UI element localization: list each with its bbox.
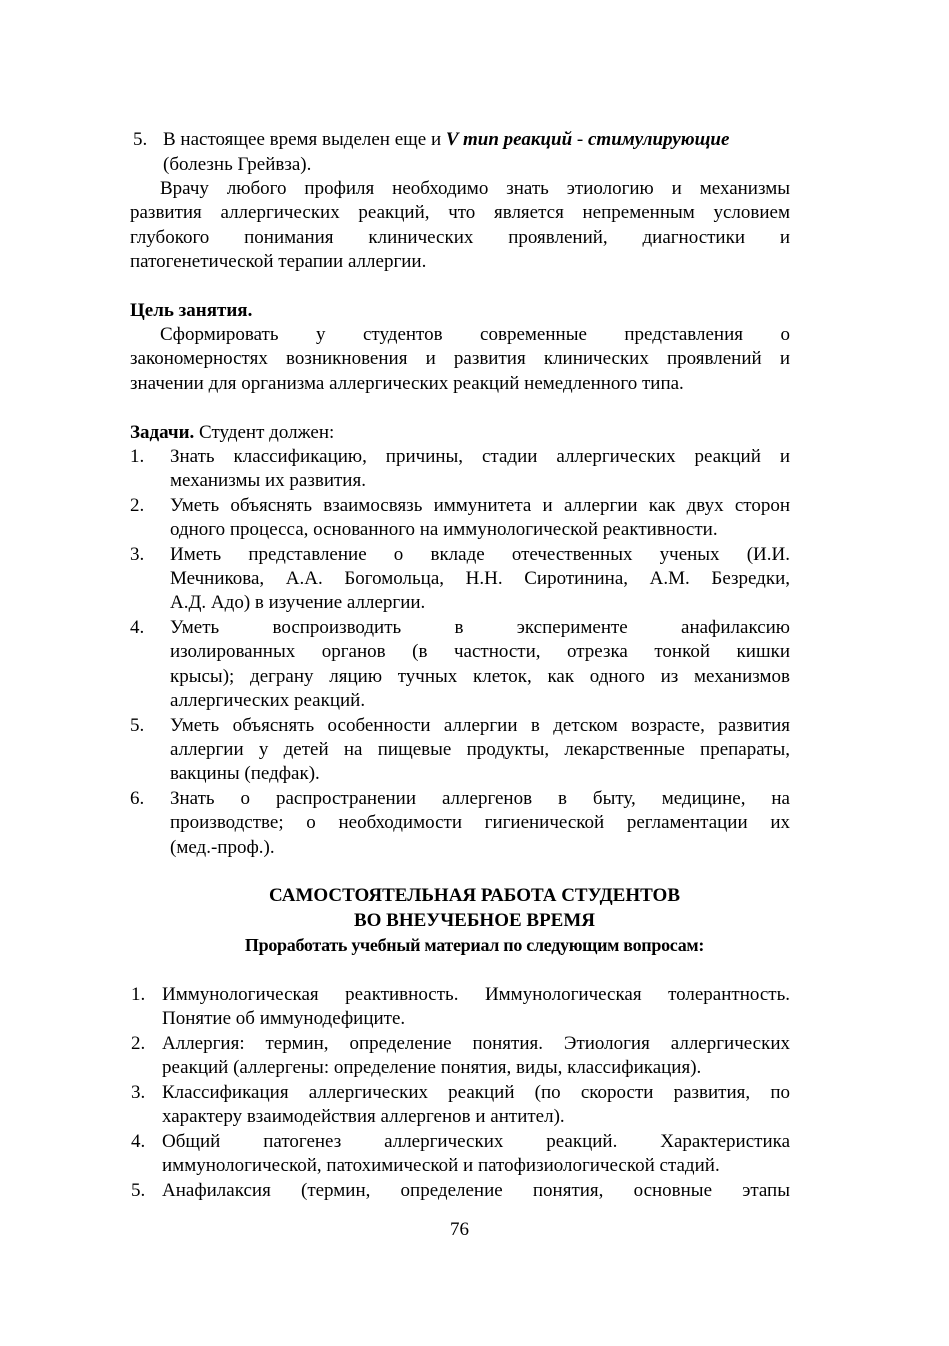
- question-line: Классификация аллергических реакций (по скорости развития, по: [162, 1082, 790, 1103]
- intro-dash: -: [572, 129, 588, 150]
- task-line: аллергических реакций.: [170, 690, 366, 711]
- section-title-line1: САМОСТОЯТЕЛЬНАЯ РАБОТА СТУДЕНТОВ: [268, 885, 681, 906]
- task-line: вакцины (педфак).: [170, 763, 320, 784]
- stimulating-emphasis: стимулирующие: [587, 129, 730, 150]
- intro-item-line: (болезнь Грейвза).: [163, 154, 312, 175]
- question-line: иммунологической, патохимической и патофизиологической стадий.: [162, 1155, 720, 1176]
- reaction-type-emphasis: V тип реакций: [445, 129, 573, 150]
- intro-para-line: развития аллергических реакций, что является непременным условием: [130, 202, 790, 223]
- task-line: аллергии у детей на пищевые продукты, лекарственные препараты,: [170, 739, 790, 760]
- intro-para-line: Врачу любого профиля необходимо знать этиологию и механизмы: [160, 178, 790, 199]
- question-line: реакций (аллергены: определение понятия, виды, классификация).: [162, 1057, 702, 1078]
- question-line: Общий патогенез аллергических реакций. Характеристика: [162, 1131, 790, 1152]
- question-line: Понятие об иммунодефиците.: [162, 1008, 406, 1029]
- task-line: (мед.-проф.).: [170, 837, 275, 858]
- task-line: изолированных органов (в частности, отрезка тонкой кишки: [170, 641, 790, 662]
- tasks-heading-rest: Студент должен:: [194, 422, 335, 443]
- question-number: 4.: [131, 1131, 146, 1152]
- question-number: 3.: [131, 1082, 146, 1103]
- intro-item-line: [163, 128, 729, 152]
- tasks-heading-line: [130, 421, 334, 445]
- task-line: Уметь воспроизводить в эксперименте анафилаксию: [170, 617, 790, 638]
- question-line: Иммунологическая реактивность. Иммунологическая толерантность.: [162, 984, 790, 1005]
- task-line: крысы); деграну ляцию тучных клеток, как одного из механизмов: [170, 666, 790, 687]
- task-line: Иметь представление о вкладе отечественных ученых (И.И.: [170, 544, 790, 565]
- tasks-heading: Задачи.: [130, 422, 195, 443]
- task-number: 1.: [130, 446, 145, 467]
- task-number: 5.: [130, 715, 145, 736]
- goal-line: значении для организма аллергических реакций немедленного типа.: [130, 373, 684, 394]
- intro-item-number: 5.: [133, 129, 148, 150]
- section-title-line2: ВО ВНЕУЧЕБНОЕ ВРЕМЯ: [353, 910, 596, 931]
- question-number: 5.: [131, 1180, 146, 1201]
- task-line: Знать о распространении аллергенов в быту, медицине, на: [170, 788, 790, 809]
- question-number: 1.: [131, 984, 146, 1005]
- page-number: 76: [450, 1219, 469, 1240]
- intro-item-text: В настоящее время выделен еще и: [163, 129, 446, 150]
- task-line: механизмы их развития.: [170, 470, 366, 491]
- task-line: Мечникова, А.А. Богомольца, Н.Н. Сиротинина, А.М. Безредки,: [170, 568, 790, 589]
- task-line: одного процесса, основанного на иммунологической реактивности.: [170, 519, 718, 540]
- goal-heading: Цель занятия.: [130, 300, 253, 321]
- question-line: Аллергия: термин, определение понятия. Этиология аллергических: [162, 1033, 790, 1054]
- question-line: характеру взаимодействия аллергенов и антител).: [162, 1106, 565, 1127]
- question-number: 2.: [131, 1033, 146, 1054]
- intro-para-line: патогенетической терапии аллергии.: [130, 251, 427, 272]
- question-line: Анафилаксия (термин, определение понятия, основные этапы: [162, 1180, 790, 1201]
- task-number: 6.: [130, 788, 145, 809]
- task-line: Знать классификацию, причины, стадии аллергических реакций и: [170, 446, 790, 467]
- intro-para-line: глубокого понимания клинических проявлений, диагностики и: [130, 227, 790, 248]
- task-line: Уметь объяснять взаимосвязь иммунитета и аллергии как двух сторон: [170, 495, 790, 516]
- task-number: 3.: [130, 544, 145, 565]
- task-number: 4.: [130, 617, 145, 638]
- task-line: производстве; о необходимости гигиенической регламентации их: [170, 812, 790, 833]
- goal-line: закономерностях возникновения и развития клинических проявлений и: [130, 348, 790, 369]
- goal-line: Сформировать у студентов современные представления о: [160, 324, 790, 345]
- section-subtitle: Проработать учебный материал по следующим вопросам:: [244, 935, 705, 955]
- task-number: 2.: [130, 495, 145, 516]
- task-line: А.Д. Адо) в изучение аллергии.: [170, 592, 426, 613]
- task-line: Уметь объяснять особенности аллергии в детском возрасте, развития: [170, 715, 790, 736]
